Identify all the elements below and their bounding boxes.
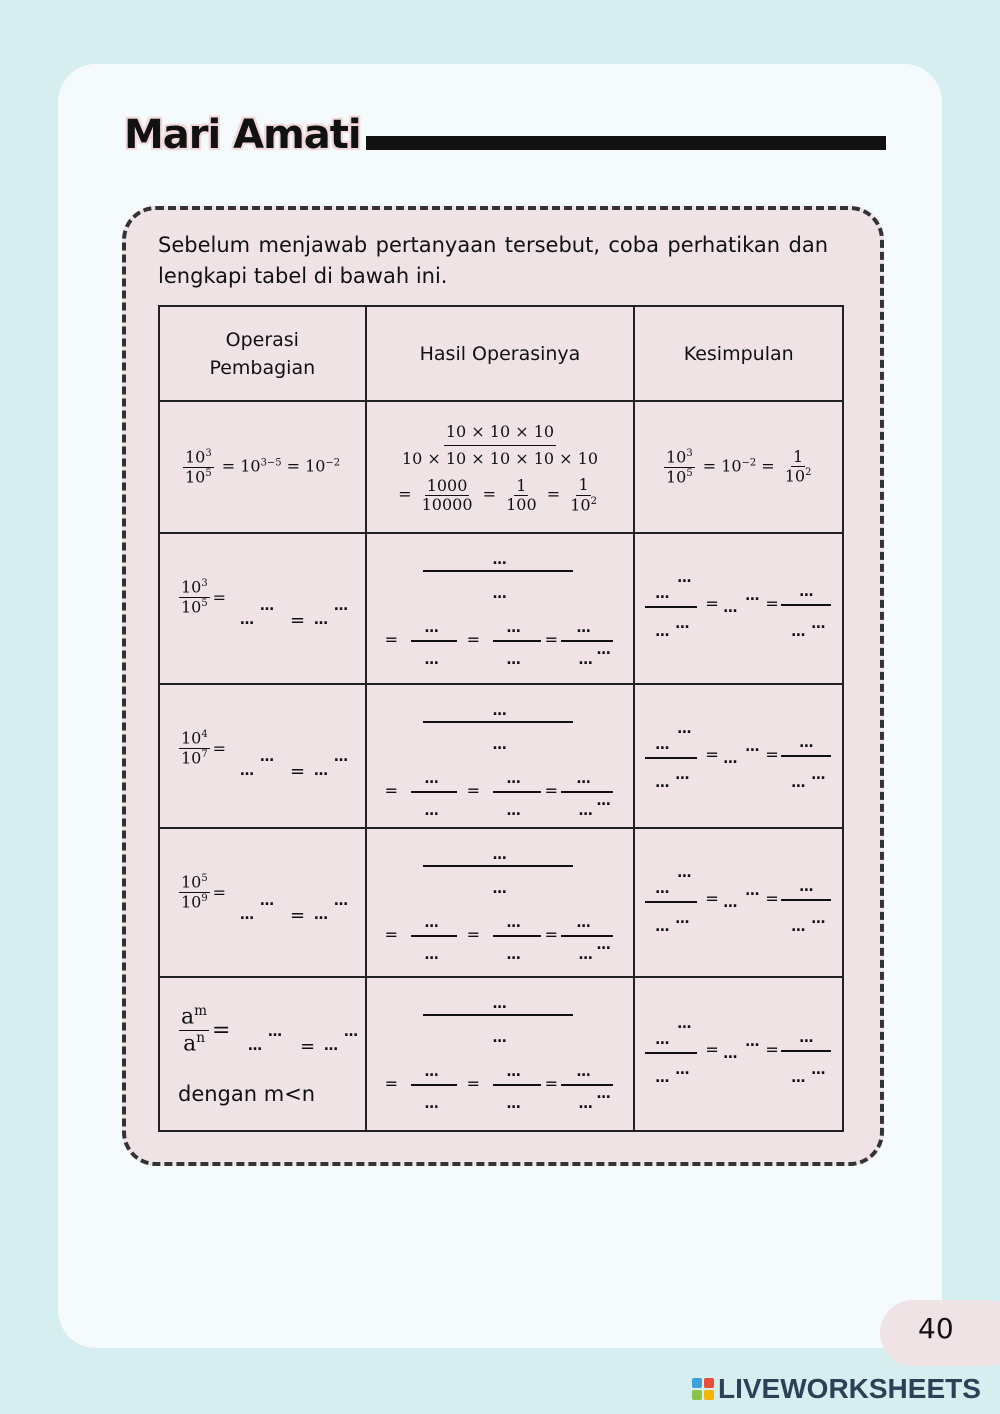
- conclusion-blank-exp[interactable]: …: [811, 767, 825, 783]
- conclusion-blank-denominator[interactable]: …: [791, 1070, 805, 1086]
- result-blank-denominator[interactable]: …: [492, 881, 506, 897]
- conclusion-fraction-line: [645, 901, 697, 903]
- result-blank-numerator[interactable]: …: [506, 915, 520, 931]
- header-hasil-operasinya: Hasil Operasinya: [366, 306, 635, 401]
- result-fraction-line: [411, 935, 457, 937]
- result-blank-denominator[interactable]: …: [424, 1096, 438, 1112]
- operation-blank-base[interactable]: …: [314, 907, 327, 923]
- operation-blank-exp[interactable]: …: [260, 893, 273, 909]
- result-blank-numerator[interactable]: …: [424, 915, 438, 931]
- conclusion-equals: =: [765, 745, 779, 764]
- conclusion-blank-numerator[interactable]: …: [655, 737, 669, 753]
- operation-fraction: $\frac{10^3}{10^5}$ =: [181, 577, 227, 617]
- conclusion-equals: =: [705, 1040, 719, 1059]
- result-blank-numerator[interactable]: …: [576, 771, 590, 787]
- conclusion-blank-exp[interactable]: …: [677, 721, 691, 737]
- conclusion-cell: [634, 533, 843, 684]
- intro-text: Sebelum menjawab pertanyaan tersebut, coba perhatikan dan lengkapi tabel di bawah ini.: [158, 233, 828, 288]
- conclusion-blank-exp[interactable]: …: [745, 739, 759, 755]
- conclusion-fraction-line: [645, 757, 697, 759]
- result-blank-exp[interactable]: …: [596, 793, 610, 809]
- result-blank-numerator[interactable]: …: [576, 915, 590, 931]
- result-fraction-line: [423, 721, 573, 723]
- result-blank-numerator[interactable]: …: [492, 847, 506, 863]
- result-blank-numerator[interactable]: …: [576, 620, 590, 636]
- conclusion-fraction-line: [781, 1050, 831, 1052]
- conclusion-fraction-line: [781, 899, 831, 901]
- result-fraction-line: [423, 1014, 573, 1016]
- operation-blank-base[interactable]: …: [240, 907, 253, 923]
- result-blank-denominator[interactable]: …: [424, 803, 438, 819]
- conclusion-equals: =: [705, 889, 719, 908]
- conclusion-blank-exp[interactable]: …: [677, 570, 691, 586]
- conclusion-blank-exp[interactable]: …: [677, 865, 691, 881]
- operation-note: dengan m<n: [178, 1082, 316, 1106]
- conclusion-equals: =: [765, 594, 779, 613]
- result-fraction-line: [411, 1084, 457, 1086]
- conclusion-blank-base[interactable]: …: [723, 751, 737, 767]
- page-number: 40: [918, 1312, 954, 1345]
- result-fraction-line: [423, 865, 573, 867]
- section-title: Mari Amati: [124, 112, 361, 158]
- result-fraction-line: [411, 791, 457, 793]
- operation-cell: [159, 533, 366, 684]
- conclusion-blank-denominator[interactable]: …: [655, 775, 669, 791]
- conclusion-fraction-line: [781, 755, 831, 757]
- example-result-denominator: 10 × 10 × 10 × 10 × 10: [401, 449, 599, 469]
- result-equals: =: [544, 925, 558, 944]
- result-equals: =: [544, 781, 558, 800]
- conclusion-fraction-line: [645, 1052, 697, 1054]
- result-blank-numerator[interactable]: …: [506, 771, 520, 787]
- conclusion-blank-exp[interactable]: …: [677, 1016, 691, 1032]
- operation-blank-exp[interactable]: …: [260, 598, 273, 614]
- result-fraction-line: [423, 570, 573, 572]
- header-kesimpulan: Kesimpulan: [634, 306, 843, 401]
- result-blank-numerator[interactable]: …: [424, 771, 438, 787]
- result-blank-denominator[interactable]: …: [492, 737, 506, 753]
- conclusion-blank-denominator[interactable]: …: [655, 624, 669, 640]
- conclusion-fraction-line: [781, 604, 831, 606]
- header-line-2: Pembagian: [209, 356, 316, 379]
- conclusion-blank-exp[interactable]: …: [811, 1062, 825, 1078]
- operation-cell: [159, 684, 366, 828]
- result-blank-denominator[interactable]: …: [506, 1096, 520, 1112]
- operation-blank-exp[interactable]: …: [334, 749, 347, 765]
- result-blank-denominator[interactable]: …: [424, 652, 438, 668]
- conclusion-fraction-line: [645, 606, 697, 608]
- result-blank-numerator[interactable]: …: [506, 1064, 520, 1080]
- operation-blank-base[interactable]: …: [240, 612, 253, 628]
- operation-blank-exp[interactable]: …: [268, 1024, 281, 1040]
- result-equals: =: [466, 925, 480, 944]
- table-row-example: [159, 401, 843, 533]
- result-blank-denominator[interactable]: …: [578, 1096, 592, 1112]
- result-fraction-line: [411, 640, 457, 642]
- header-operasi-pembagian: [159, 306, 366, 401]
- operation-equals: =: [290, 610, 306, 631]
- result-equals: =: [466, 1074, 480, 1093]
- conclusion-blank-numerator[interactable]: …: [655, 881, 669, 897]
- conclusion-equals: =: [705, 594, 719, 613]
- operation-fraction: $\frac{10^4}{10^7}$ =: [181, 728, 227, 768]
- example-operation-cell: [159, 401, 366, 533]
- operation-blank-exp[interactable]: …: [344, 1024, 357, 1040]
- result-equals: =: [384, 1074, 398, 1093]
- result-blank-numerator[interactable]: …: [506, 620, 520, 636]
- result-equals: =: [384, 925, 398, 944]
- operation-blank-base[interactable]: …: [240, 763, 253, 779]
- conclusion-cell: [634, 828, 843, 977]
- result-blank-numerator[interactable]: …: [492, 996, 506, 1012]
- conclusion-blank-exp[interactable]: …: [745, 588, 759, 604]
- result-cell: [366, 533, 635, 684]
- operation-blank-exp[interactable]: …: [334, 598, 347, 614]
- result-blank-exp[interactable]: …: [596, 642, 610, 658]
- conclusion-blank-denominator[interactable]: …: [791, 775, 805, 791]
- operation-cell: [159, 977, 366, 1131]
- operation-equals: =: [290, 761, 306, 782]
- conclusion-equals: =: [705, 745, 719, 764]
- conclusion-blank-exp[interactable]: …: [811, 911, 825, 927]
- operation-blank-base[interactable]: …: [314, 763, 327, 779]
- result-equals: =: [466, 630, 480, 649]
- conclusion-blank-base[interactable]: …: [723, 1046, 737, 1062]
- conclusion-blank-denominator[interactable]: …: [655, 1070, 669, 1086]
- result-equals: =: [384, 630, 398, 649]
- liveworksheets-logo-icon: [692, 1378, 714, 1400]
- result-equals: =: [544, 630, 558, 649]
- conclusion-blank-numerator[interactable]: …: [655, 1032, 669, 1048]
- conclusion-blank-base[interactable]: …: [723, 895, 737, 911]
- conclusion-blank-numerator[interactable]: …: [799, 735, 813, 751]
- brand-footer: [692, 1373, 981, 1405]
- result-blank-denominator[interactable]: …: [506, 947, 520, 963]
- conclusion-equals: =: [765, 1040, 779, 1059]
- conclusion-equals: =: [765, 889, 779, 908]
- result-blank-denominator[interactable]: …: [578, 652, 592, 668]
- conclusion-blank-denominator[interactable]: …: [791, 919, 805, 935]
- result-equals: =: [544, 1074, 558, 1093]
- result-blank-numerator[interactable]: …: [576, 1064, 590, 1080]
- conclusion-blank-base[interactable]: …: [723, 600, 737, 616]
- table-row: [159, 828, 843, 977]
- conclusion-blank-exp[interactable]: …: [745, 883, 759, 899]
- example-result-cell: [366, 401, 635, 533]
- result-fraction-line: [493, 935, 541, 937]
- result-cell: [366, 828, 635, 977]
- result-blank-numerator[interactable]: …: [424, 1064, 438, 1080]
- result-blank-numerator[interactable]: …: [424, 620, 438, 636]
- operation-equals: =: [290, 905, 306, 926]
- conclusion-blank-exp[interactable]: …: [745, 1034, 759, 1050]
- result-blank-denominator[interactable]: …: [506, 803, 520, 819]
- conclusion-blank-numerator[interactable]: …: [799, 1030, 813, 1046]
- result-cell: [366, 977, 635, 1131]
- brand-name: LIVEWORKSHEETS: [718, 1373, 981, 1404]
- result-cell: [366, 684, 635, 828]
- example-result-numerator: 10 × 10 × 10: [444, 419, 556, 446]
- result-fraction-line: [493, 1084, 541, 1086]
- table-row: [159, 977, 843, 1131]
- title-underline-bar: [366, 136, 886, 150]
- result-blank-denominator[interactable]: …: [492, 1030, 506, 1046]
- operation-fraction: $\frac{10^5}{10^9}$ =: [181, 872, 227, 912]
- operation-blank-exp[interactable]: …: [334, 893, 347, 909]
- result-blank-exp[interactable]: …: [596, 1086, 610, 1102]
- operation-blank-exp[interactable]: …: [260, 749, 273, 765]
- result-blank-denominator[interactable]: …: [578, 947, 592, 963]
- conclusion-blank-exp[interactable]: …: [675, 1062, 689, 1078]
- exponent-division-table: [158, 305, 844, 1132]
- table-row: [159, 533, 843, 684]
- conclusion-blank-denominator[interactable]: …: [791, 624, 805, 640]
- operation-equals: =: [300, 1036, 316, 1057]
- table-row: [159, 684, 843, 828]
- conclusion-blank-denominator[interactable]: …: [655, 919, 669, 935]
- result-blank-numerator[interactable]: …: [492, 552, 506, 568]
- conclusion-blank-exp[interactable]: …: [811, 616, 825, 632]
- conclusion-blank-numerator[interactable]: …: [799, 584, 813, 600]
- conclusion-blank-numerator[interactable]: …: [799, 879, 813, 895]
- table-header-row: [159, 306, 843, 401]
- conclusion-cell: [634, 977, 843, 1131]
- result-blank-denominator[interactable]: …: [506, 652, 520, 668]
- example-operation: $\frac{10^3}{10^5}$ = $10^{3-5} = 10^{-2}$: [185, 447, 341, 486]
- result-equals: =: [384, 781, 398, 800]
- conclusion-cell: [634, 684, 843, 828]
- conclusion-blank-exp[interactable]: …: [675, 911, 689, 927]
- operation-fraction: $\frac{a^m}{a^n}$ =: [181, 1003, 231, 1056]
- result-fraction-line: [493, 791, 541, 793]
- header-line-1: Operasi: [225, 328, 299, 351]
- conclusion-blank-exp[interactable]: …: [675, 767, 689, 783]
- conclusion-blank-exp[interactable]: …: [675, 616, 689, 632]
- result-equals: =: [466, 781, 480, 800]
- operation-blank-base[interactable]: …: [324, 1038, 337, 1054]
- example-result: 10 × 10 × 10 10 × 10 × 10 × 10 × 10 = $\frac{1000}{10000}$ = $\frac{1}{100}$ = $\frac{1}{10^2}$: [367, 419, 634, 514]
- result-blank-numerator[interactable]: …: [492, 703, 506, 719]
- conclusion-blank-numerator[interactable]: …: [655, 586, 669, 602]
- operation-cell: [159, 828, 366, 977]
- result-blank-denominator[interactable]: …: [492, 586, 506, 602]
- result-fraction-line: [493, 640, 541, 642]
- result-blank-denominator[interactable]: …: [578, 803, 592, 819]
- operation-blank-base[interactable]: …: [314, 612, 327, 628]
- result-blank-denominator[interactable]: …: [424, 947, 438, 963]
- result-blank-exp[interactable]: …: [596, 937, 610, 953]
- example-conclusion-cell: [634, 401, 843, 533]
- operation-blank-base[interactable]: …: [248, 1038, 261, 1054]
- example-conclusion: $\frac{10^3}{10^5}$ = $10^{-2}$ = $\frac{1}{10^2}$: [665, 446, 812, 486]
